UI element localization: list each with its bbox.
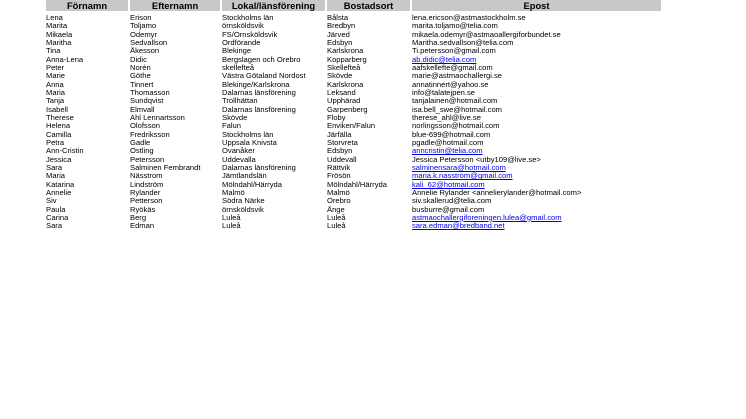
first-name-cell: Isabell	[46, 105, 68, 114]
last-name-cell: Didic	[130, 55, 147, 64]
town-cell: Karlskrona	[327, 80, 364, 89]
local-association-cell: Blekinge/Karlskrona	[222, 80, 290, 89]
town-cell: Malmö	[327, 188, 350, 197]
table-row	[0, 72, 746, 80]
email-cell: siv.skallerud@telia.com	[412, 197, 492, 206]
first-name-cell: Siv	[46, 197, 57, 206]
town-cell: Järfälla	[327, 130, 352, 139]
local-association-cell: Jämtlandslän	[222, 172, 267, 181]
first-name-cell: Therese	[46, 113, 74, 122]
first-name-cell: Anna	[46, 80, 64, 89]
local-association-cell: örnsköldsvik	[222, 22, 264, 31]
town-cell: Storvreta	[327, 138, 358, 147]
header-row	[0, 0, 746, 11]
first-name-cell: Mikaela	[46, 30, 73, 39]
first-name-cell: Annelie	[46, 188, 72, 197]
table-row	[0, 97, 746, 105]
header-bostadsort: Bostadsort	[327, 0, 410, 11]
table-row	[0, 89, 746, 97]
first-name-cell: Katarina	[46, 180, 75, 189]
table-row	[0, 172, 746, 180]
email-link[interactable]: sara.edman@bredband.net	[412, 222, 505, 231]
table-row	[0, 189, 746, 197]
local-association-cell: Mölndahl/Härryda	[222, 180, 282, 189]
email-cell: norlingsson@hotmail.com	[412, 122, 500, 131]
table-row	[0, 56, 746, 64]
last-name-cell: Thomasson	[130, 88, 170, 97]
email-link[interactable]: anncristin@telia.com	[412, 147, 483, 156]
email-cell: marie@astmaochallergi.se	[412, 72, 503, 81]
header-efternamn: Efternamn	[130, 0, 220, 11]
email-link[interactable]: maria.k.nasstrom@gmail.com	[412, 172, 513, 181]
table-row	[0, 81, 746, 89]
first-name-cell: Tanja	[46, 97, 65, 106]
first-name-cell: Lena	[46, 14, 63, 22]
town-cell: Järved	[327, 30, 350, 39]
local-association-cell: Västra Götaland Nordost	[222, 72, 306, 81]
last-name-cell: Edman	[130, 222, 155, 231]
table-row	[0, 14, 746, 22]
table-row	[0, 64, 746, 72]
table-row	[0, 106, 746, 114]
last-name-cell: Odemyr	[130, 30, 158, 39]
local-association-cell: Ovanåker	[222, 147, 255, 156]
last-name-cell: Östling	[130, 147, 154, 156]
local-association-cell: Stockholms län	[222, 14, 274, 22]
first-name-cell: Carina	[46, 213, 69, 222]
town-cell: Enviken/Falun	[327, 122, 376, 131]
last-name-cell: Åkesson	[130, 47, 160, 56]
email-cell: blue-699@hotmail.com	[412, 130, 491, 139]
table-row	[0, 206, 746, 214]
local-association-cell: Bergslagen och Örebro	[222, 55, 301, 64]
local-association-cell: Dalarnas länsförening	[222, 163, 296, 172]
table-row	[0, 22, 746, 30]
table-row	[0, 222, 746, 230]
email-cell: therese_ahl@live.se	[412, 113, 481, 122]
first-name-cell: Tina	[46, 47, 61, 56]
local-association-cell: FS/Örnsköldsvik	[222, 30, 278, 39]
email-cell: annatinnert@yahoo.se	[412, 80, 489, 89]
town-cell: Skellefteå	[327, 63, 361, 72]
email-link[interactable]: ab.didic@telia.com	[412, 55, 477, 64]
email-link[interactable]: salminensara@hotmail.com	[412, 163, 506, 172]
local-association-cell: Ordförande	[222, 38, 261, 47]
table-row	[0, 139, 746, 147]
last-name-cell: Sedvallson	[130, 38, 168, 47]
email-cell: lena.ericson@astmastockholm.se	[412, 14, 526, 22]
last-name-cell: Elmvall	[130, 105, 155, 114]
email-cell: tanjalainen@hotmail.com	[412, 97, 498, 106]
table-row	[0, 156, 746, 164]
email-cell: mikaela.odemyr@astmaoallergiforbundet.se	[412, 30, 561, 39]
local-association-cell: Dalarnas länsförening	[222, 105, 296, 114]
last-name-cell: Ahl Lennartsson	[130, 113, 185, 122]
first-name-cell: Camilla	[46, 130, 72, 139]
first-name-cell: Sara	[46, 222, 63, 231]
town-cell: Karlskrona	[327, 47, 364, 56]
town-cell: Bålsta	[327, 14, 349, 22]
town-cell: Mölndahl/Härryda	[327, 180, 387, 189]
table-row	[0, 39, 746, 47]
header-lokal-lansforening: Lokal/länsförening	[222, 0, 325, 11]
first-name-cell: Sara	[46, 163, 63, 172]
town-cell: Luleå	[327, 222, 346, 231]
last-name-cell: Lindström	[130, 180, 164, 189]
local-association-cell: Trollhättan	[222, 97, 258, 106]
last-name-cell: Erison	[130, 14, 152, 22]
local-association-cell: skellefteå	[222, 63, 255, 72]
town-cell: Örebro	[327, 197, 351, 206]
last-name-cell: Berg	[130, 213, 147, 222]
last-name-cell: Olofsson	[130, 122, 160, 131]
local-association-cell: Luleå	[222, 222, 241, 231]
table-row	[0, 164, 746, 172]
local-association-cell: Skövde	[222, 113, 248, 122]
header-epost: Epost	[412, 0, 661, 11]
member-rows	[0, 14, 746, 231]
last-name-cell: Norén	[130, 63, 151, 72]
first-name-cell: Jessica	[46, 155, 72, 164]
email-cell: Jessica Petersson <utby109@live.se>	[412, 155, 541, 164]
table-row	[0, 47, 746, 55]
email-cell: isa.bell_swe@hotmail.com	[412, 105, 503, 114]
table-row	[0, 31, 746, 39]
town-cell: Garpenberg	[327, 105, 368, 114]
email-link[interactable]: kali_62@hotmail.com	[412, 180, 485, 189]
first-name-cell: Anna-Lena	[46, 55, 84, 64]
first-name-cell: Peter	[46, 63, 65, 72]
town-cell: Luleå	[327, 213, 346, 222]
local-association-cell: Falun	[222, 122, 241, 131]
first-name-cell: Petra	[46, 138, 65, 147]
first-name-cell: Paula	[46, 205, 66, 214]
first-name-cell: Maritha	[46, 38, 72, 47]
email-cell: pgadle@hotmail.com	[412, 138, 484, 147]
town-cell: Bredbyn	[327, 22, 356, 31]
header-fornamn: Förnamn	[46, 0, 128, 11]
table-row	[0, 214, 746, 222]
town-cell: Skövde	[327, 72, 353, 81]
table-row	[0, 114, 746, 122]
town-cell: Kopparberg	[327, 55, 367, 64]
first-name-cell: Maria	[46, 88, 65, 97]
town-cell: Edsbyn	[327, 147, 353, 156]
last-name-cell: Fredriksson	[130, 130, 170, 139]
local-association-cell: Uddevalla	[222, 155, 256, 164]
email-cell: info@talatejpen.se	[412, 88, 476, 97]
last-name-cell: Salminen Fembrandt	[130, 163, 201, 172]
table-row	[0, 131, 746, 139]
email-cell: busburre@gmail.com	[412, 205, 485, 214]
email-link[interactable]: astmaochallergiforeningen.lulea@gmail.com	[412, 213, 562, 222]
last-name-cell: Gadle	[130, 138, 151, 147]
first-name-cell: Maria	[46, 172, 65, 181]
email-cell: aafskellefte@gmail.com	[412, 63, 493, 72]
table-row	[0, 197, 746, 205]
table-row	[0, 122, 746, 130]
town-cell: Leksand	[327, 88, 356, 97]
town-cell: Ånge	[327, 205, 345, 214]
local-association-cell: Stockholms län	[222, 130, 274, 139]
last-name-cell: Sundqvist	[130, 97, 164, 106]
first-name-cell: Marie	[46, 72, 65, 81]
table-row	[0, 181, 746, 189]
town-cell: Frösön	[327, 172, 351, 181]
email-cell: Maritha.sedvallson@telia.com	[412, 38, 514, 47]
email-cell: marita.toljamo@telia.com	[412, 22, 498, 31]
last-name-cell: Göthe	[130, 72, 151, 81]
local-association-cell: Malmö	[222, 188, 245, 197]
local-association-cell: Södra Närke	[222, 197, 265, 206]
email-cell: Annelie Rylander <annelierylander@hotmail.com>	[412, 188, 582, 197]
last-name-cell: Ryökäs	[130, 205, 156, 214]
town-cell: Uddevall	[327, 155, 357, 164]
town-cell: Edsbyn	[327, 38, 353, 47]
last-name-cell: Petersson	[130, 155, 165, 164]
local-association-cell: örnsköldsvik	[222, 205, 264, 214]
table-row	[0, 147, 746, 155]
last-name-cell: Rylander	[130, 188, 161, 197]
local-association-cell: Blekinge	[222, 47, 252, 56]
first-name-cell: Marita	[46, 22, 68, 31]
last-name-cell: Toljamo	[130, 22, 157, 31]
last-name-cell: Petterson	[130, 197, 163, 206]
first-name-cell: Ann-Cristin	[46, 147, 84, 156]
email-cell: Ti.petersson@gmail.com	[412, 47, 496, 56]
local-association-cell: Dalarnas länsförening	[222, 88, 296, 97]
town-cell: Floby	[327, 113, 346, 122]
town-cell: Rättvik	[327, 163, 351, 172]
local-association-cell: Luleå	[222, 213, 241, 222]
first-name-cell: Helena	[46, 122, 71, 131]
last-name-cell: Tinnert	[130, 80, 154, 89]
last-name-cell: Nässtrom	[130, 172, 163, 181]
local-association-cell: Uppsala Knivsta	[222, 138, 277, 147]
town-cell: Upphärad	[327, 97, 361, 106]
